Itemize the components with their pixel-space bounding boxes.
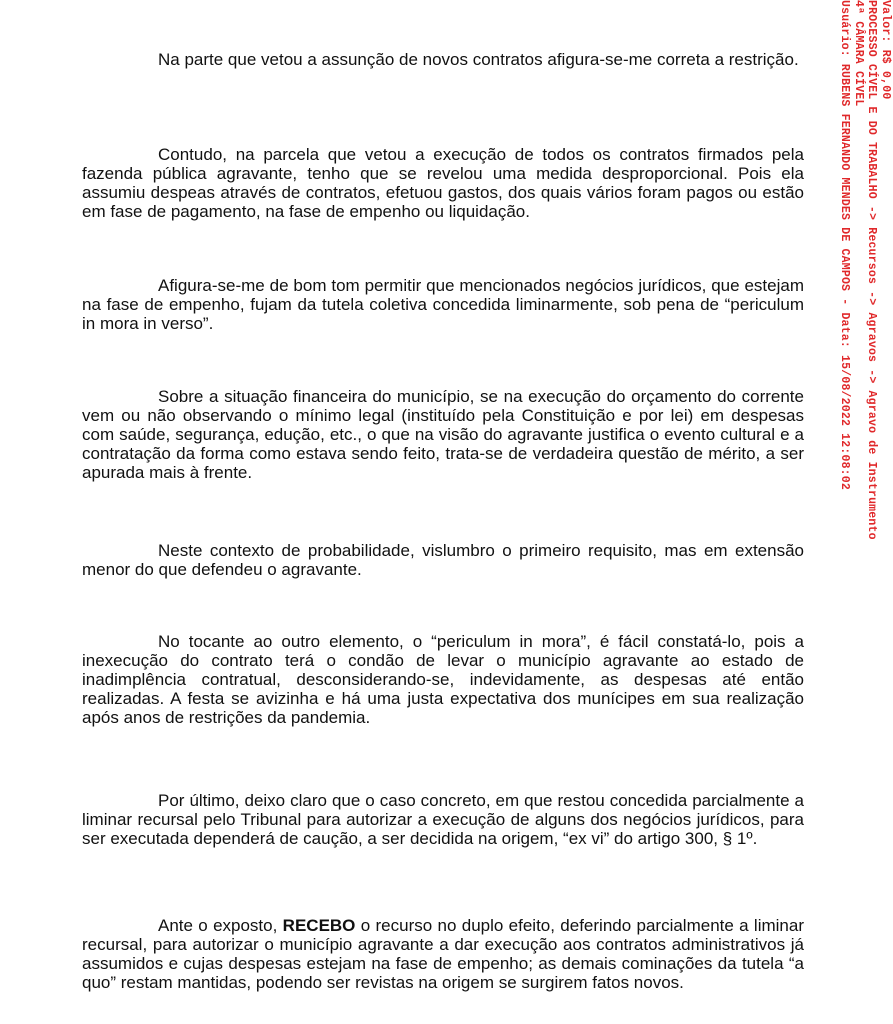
electronic-signature-stamp <box>812 0 892 570</box>
paragraph-3: Afigura-se-me de bom tom permitir que mencionados negócios jurídicos, que estejam na fase de empenho, fujam da tutela coletiva concedida liminarmente, sob pena de “periculum in mora in verso”. <box>82 276 804 333</box>
paragraph-2: Contudo, na parcela que vetou a execução de todos os contratos firmados pela fazenda pública agravante, tenho que se revelou uma medida desproporcional. Pois ela assumiu despeas através de contratos, efetuou gastos, dos quais vários foram pagos ou estão em fase de pagamento, na fase de empenho ou liquidação. <box>82 145 804 221</box>
paragraph-8-lead: Ante o exposto, <box>158 916 283 935</box>
paragraph-1: Na parte que vetou a assunção de novos contratos afigura-se-me correta a restrição. <box>158 50 799 69</box>
paragraph-8 <box>82 916 804 992</box>
paragraph-6: No tocante ao outro elemento, o “periculum in mora”, é fácil constatá-lo, pois a inexecução do contrato terá o condão de levar o município agravante ao estado de inadimplência contratual, desconsiderando-se, indevidamente, as despesas até então realizadas. A festa se avizinha e há uma justa expectativa dos munícipes em sua realização após anos de restrições da pandemia. <box>82 632 804 727</box>
stamp-chamber: 4ª CÂMARA CÍVEL <box>852 0 865 107</box>
paragraph-8-rest: o recurso no duplo efeito, deferindo parcialmente a liminar recursal, para autorizar o município agravante a dar execução aos contratos administrativos já assumidos e cujas despesas estejam na fase de empenho; as demais cominações da tutela “a quo” restam mantidas, podendo ser revistas na origem se surgirem fatos novos. <box>82 916 804 992</box>
stamp-process-class: PROCESSO CÍVEL E DO TRABALHO -> Recursos -> Agravos -> Agravo de Instrumento <box>865 0 879 540</box>
stamp-user-date: Usuário: RUBENS FERNANDO MENDES DE CAMPOS - Data: 15/08/2022 12:08:02 <box>838 0 852 490</box>
paragraph-4: Sobre a situação financeira do município, se na execução do orçamento do corrente vem ou não observando o mínimo legal (instituído pela Constituição e por lei) em despesas com saúde, segurança, edução, etc., o que na visão do agravante justifica o evento cultural e a contratação da forma como estava sendo feito, trata-se de verdadeira questão de mérito, a ser apurada mais à frente. <box>82 387 804 482</box>
stamp-value: Valor: R$ 0,00 <box>879 0 892 100</box>
paragraph-5: Neste contexto de probabilidade, vislumbro o primeiro requisito, mas em extensão menor do que defendeu o agravante. <box>82 541 804 579</box>
receipt-keyword: RECEBO <box>282 916 356 935</box>
paragraph-7: Por último, deixo claro que o caso concreto, em que restou concedida parcialmente a liminar recursal pelo Tribunal para autorizar a execução de alguns dos negócios jurídicos, para ser executada dependerá de caução, a ser decidida na origem, “ex vi” do artigo 300, § 1º. <box>82 791 804 848</box>
stamp-text-block <box>838 0 892 570</box>
